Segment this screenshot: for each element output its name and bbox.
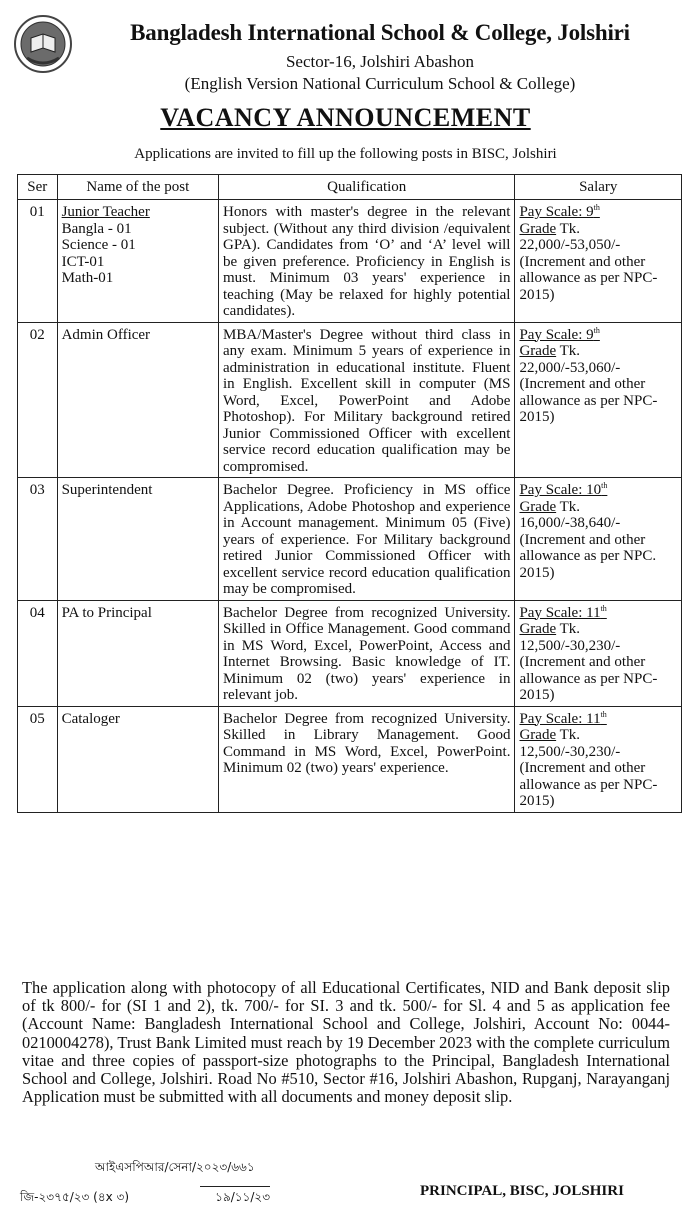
- post-cell: [57, 322, 218, 478]
- school-address: Sector-16, Jolshiri Abashon: [285, 52, 475, 71]
- grade-label: Grade: [519, 220, 557, 237]
- grade-label: Grade: [519, 343, 557, 359]
- table-row: [18, 200, 682, 323]
- qualification-cell: Bachelor Degree from recognized University. Skilled in Office Management. Good command in MS Word, Excel, PowerPoint, Access and Internet Browsing. Basic knowledge of IT. Minimum 02 (two) years' experience in relevant job.: [219, 600, 515, 706]
- pay-scale: Pay Scale: 10th: [519, 481, 608, 498]
- post-name: Junior Teacher: [61, 204, 150, 220]
- school-logo-icon: [13, 14, 73, 74]
- header-ser: Ser: [18, 175, 58, 200]
- salary-cell: [515, 478, 682, 601]
- ser-cell: 05: [18, 706, 58, 812]
- header-post: Name of the post: [57, 175, 218, 200]
- ser-cell: 04: [18, 600, 58, 706]
- ser-cell: 01: [18, 200, 58, 323]
- post-cell: [57, 200, 218, 323]
- post-cell: [57, 478, 218, 601]
- salary-cell: [515, 706, 682, 812]
- qualification-cell: MBA/Master's Degree without third class in any exam. Minimum 5 years of experience in administration in educational institute. Fluent in English. Excellent skill in computer (MS Word, Excel, PowerPoint and Adobe Photoshop). For Military background retired Junior Commissioned Officer with excellent service record education qualification may be compromised.: [219, 322, 515, 478]
- pay-scale: Pay Scale: 11th: [519, 709, 607, 727]
- salary-cell: [515, 600, 682, 706]
- salary-note: (Increment and other allowance as per NPC- 2015): [519, 376, 658, 425]
- table-row: [18, 706, 682, 812]
- table-row: [18, 600, 682, 706]
- pay-scale: Pay Scale: 9th: [519, 203, 600, 220]
- signature: PRINCIPAL, BISC, JOLSHIRI: [420, 1183, 624, 1199]
- application-instructions: The application along with photocopy of all Educational Certificates, NID and Bank deposit slip of tk 800/- for (SI 1 and 2), tk. 700/- for SI. 3 and tk. 500/- for Sl. 4 and 5 as application fee (Account Name: Bangladesh International School and College, Jolshiri, Account No: 0044-0210004278), Trust Bank Limited must reach by 19 December 2023 with the complete curriculum vitae and three copies of passport-size photographs to the Principal, Bangladesh International School and College, Jolshiri. Road No #510, Sector #16, Jolshiri Abashon, Rupganj, Narayanganj Application must be submitted with all documents and money deposit slip.: [22, 978, 670, 1107]
- salary-note: (Increment and other allowance as per NPC- 2015): [519, 654, 658, 703]
- reference-number: জি-২৩৭৫/২৩ (৪x ৩): [20, 1190, 130, 1204]
- salary-amount: Tk. 16,000/-38,640/-: [519, 498, 621, 531]
- school-name: Bangladesh International School & College, Jolshiri: [130, 20, 630, 45]
- qualification-cell: Honors with master's degree in the relevant subject. (Without any third division /equivalent GPA). Candidates from ‘O’ and ‘A’ level will be given preference. Proficiency in English is must. Minimum 03 years' experience in teaching (May be relaxed for highly potential candidates).: [219, 200, 515, 323]
- header-qualification: Qualification: [219, 175, 515, 200]
- intro-text: Applications are invited to fill up the following posts in BISC, Jolshiri: [134, 146, 557, 162]
- grade-label: Grade: [519, 498, 557, 515]
- post-name: PA to Principal: [61, 604, 152, 621]
- header-salary: Salary: [515, 175, 682, 200]
- ser-cell: 03: [18, 478, 58, 601]
- post-detail: Bangla - 01: [61, 220, 132, 237]
- salary-cell: [515, 322, 682, 478]
- table-row: [18, 478, 682, 601]
- post-detail: Math-01: [61, 270, 114, 286]
- post-cell: [57, 600, 218, 706]
- salary-note: (Increment and other allowance as per NPC. 2015): [519, 531, 657, 581]
- page-title: VACANCY ANNOUNCEMENT: [160, 103, 531, 132]
- pay-scale: Pay Scale: 9th: [519, 325, 600, 343]
- qualification-cell: Bachelor Degree from recognized University. Skilled in Library Management. Good Command in MS Word, Excel, PowerPoint. Minimum 02 (two) years' experience.: [219, 706, 515, 812]
- memo-number: আইএসপিআর/সেনা/২০২৩/৬৬১: [95, 1160, 255, 1174]
- ser-cell: 02: [18, 322, 58, 478]
- post-name: Admin Officer: [61, 326, 151, 343]
- grade-label: Grade: [519, 727, 557, 743]
- salary-amount: Tk. 22,000/-53,060/-: [519, 343, 621, 376]
- qualification-cell: Bachelor Degree. Proficiency in MS office Applications, Adobe Photoshop and experience in Account management. Minimum 05 (Five) years of experience. For Military background retired Junior Commissioned Officer with excellent service record education qualification may be compromised.: [219, 478, 515, 601]
- pay-scale: Pay Scale: 11th: [519, 603, 607, 621]
- post-detail: ICT-01: [61, 253, 105, 270]
- post-name: Cataloger: [61, 710, 120, 727]
- grade-label: Grade: [519, 621, 557, 637]
- salary-cell: [515, 200, 682, 323]
- table-header-row: [18, 175, 682, 200]
- post-name: Superintendent: [61, 482, 153, 498]
- salary-amount: Tk. 22,000/-53,050/-: [519, 220, 621, 253]
- salary-amount: Tk. 12,500/-30,230/-: [519, 727, 621, 760]
- school-subtitle: (English Version National Curriculum School & College): [184, 74, 576, 93]
- post-cell: [57, 706, 218, 812]
- notice-date: ১৯/১১/২৩: [200, 1186, 270, 1209]
- salary-note: (Increment and other allowance as per NPC- 2015): [519, 760, 658, 809]
- salary-amount: Tk. 12,500/-30,230/-: [519, 621, 621, 654]
- table-row: [18, 322, 682, 478]
- vacancy-table: [17, 174, 682, 813]
- salary-note: (Increment and other allowance as per NPC- 2015): [519, 253, 658, 303]
- post-detail: Science - 01: [61, 237, 136, 253]
